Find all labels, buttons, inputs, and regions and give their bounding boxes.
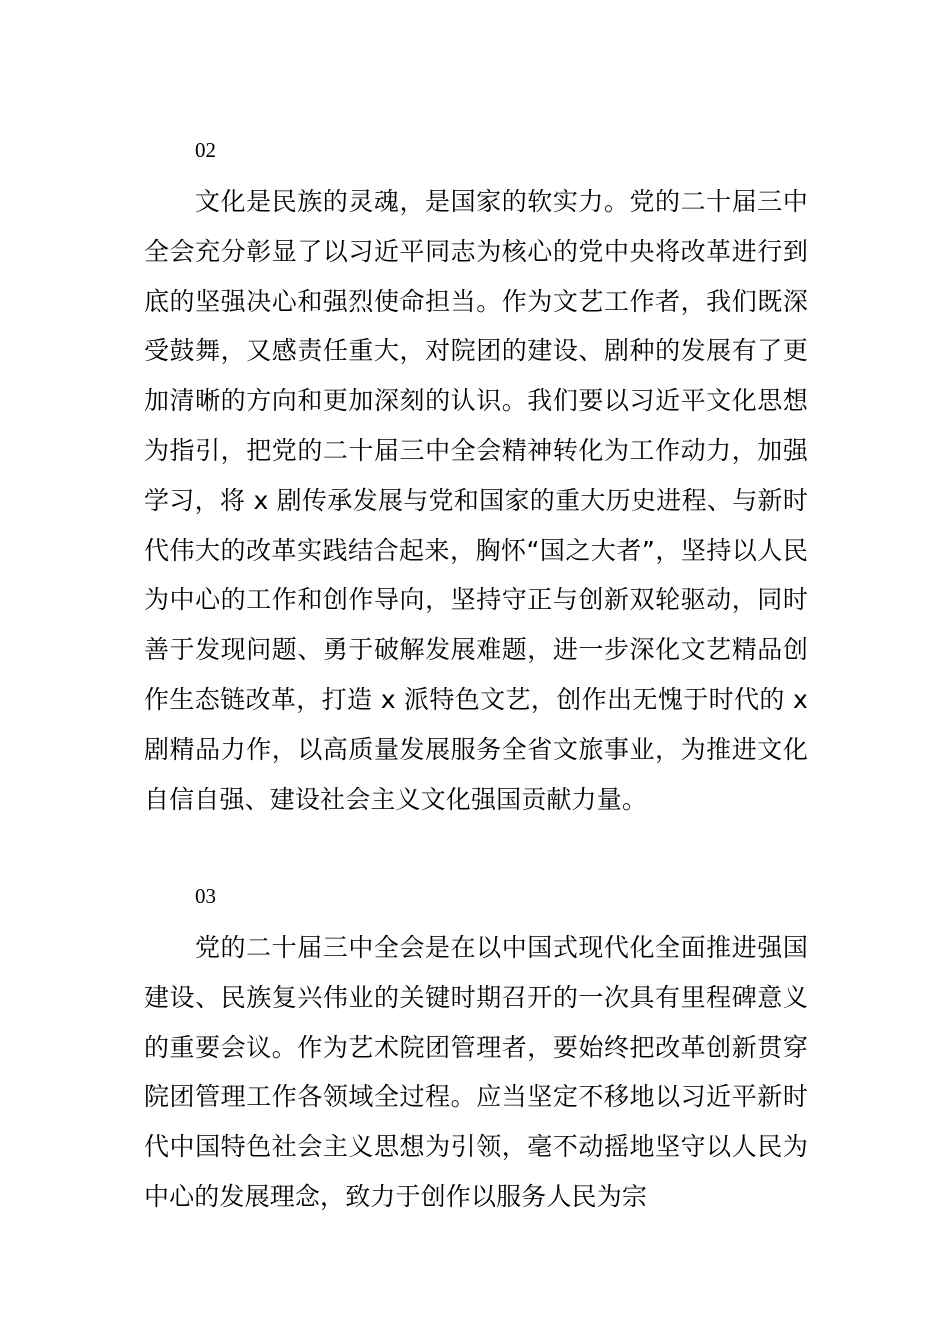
paragraph-section-02: 文化是民族的灵魂，是国家的软实力。党的二十届三中全会充分彰显了以习近平同志为核心的党中央将改革进行到底的坚强决心和强烈使命担当。作为文艺工作者，我们既深受鼓舞，又感责任重大，对院团的建设、剧种的发展有了更加清晰的方向和更加深刻的认识。我们要以习近平文化思想为指引，把党的二十届三中全会精神转化为工作动力，加强学习，将 x 剧传承发展与党和国家的重大历史进程、与新时代伟大的改革实践结合起来，胸怀“国之大者”，坚持以人民为中心的工作和创作导向，坚持守正与创新双轮驱动，同时善于发现问题、勇于破解发展难题，进一步深化文艺精品创作生态链改革，打造 x 派特色文艺，创作出无愧于时代的 x 剧精品力作，以高质量发展服务全省文旅事业，为推进文化自信自强、建设社会主义文化强国贡献力量。 bbox=[144, 187, 808, 814]
section-number-03: 03 bbox=[195, 884, 216, 908]
section-number-02: 02 bbox=[195, 138, 216, 162]
paragraph-section-03: 党的二十届三中全会是在以中国式现代化全面推进强国建设、民族复兴伟业的关键时期召开的一次具有里程碑意义的重要会议。作为艺术院团管理者，要始终把改革创新贯穿院团管理工作各领域全过程。应当坚定不移地以习近平新时代中国特色社会主义思想为引领，毫不动摇地坚守以人民为中心的发展理念，致力于创作以服务人民为宗 bbox=[144, 933, 808, 1211]
